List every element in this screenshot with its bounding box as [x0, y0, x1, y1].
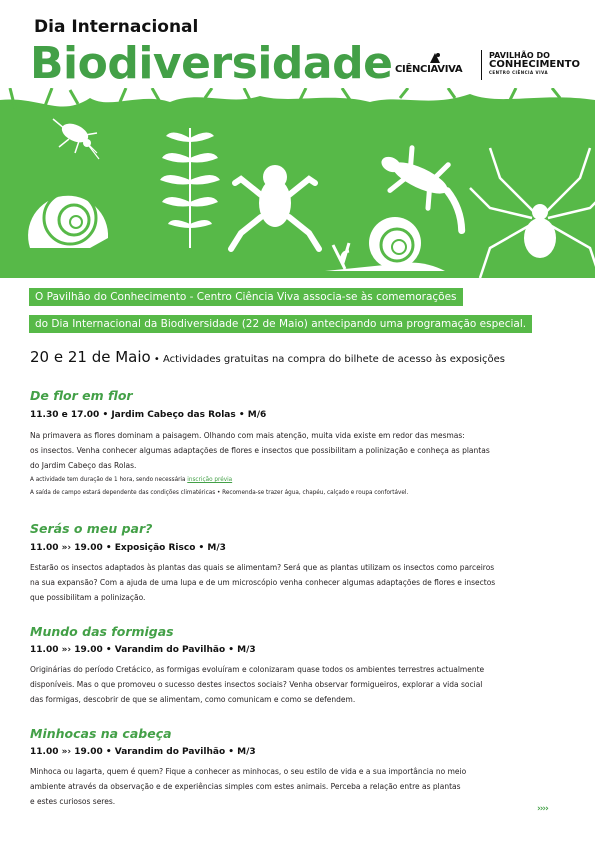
page-title: Biodiversidade	[30, 38, 393, 89]
section-subtitle-par: 11.00 »› 19.00 • Exposição Risco • M/3	[30, 543, 226, 553]
section-flor-line-3: do Jardim Cabeço das Rolas.	[30, 461, 137, 470]
section-flor-line-2: os insectos. Venha conhecer algumas adaptações de flores e insectos que possibilitam a polinização e conheça as plantas	[30, 446, 490, 455]
title-small: Dia Internacional	[34, 17, 199, 37]
intro-line-2: do Dia Internacional da Biodiversidade (22 de Maio) antecipando uma programação especial.	[29, 315, 532, 333]
section-subtitle-formigas: 11.00 »› 19.00 • Varandim do Pavilhão • M/3	[30, 645, 256, 655]
logo-pc-line3: CENTRO CIÊNCIA VIVA	[489, 69, 549, 75]
logo-ciencia-viva-text: CIÊNCIAVIVA	[395, 64, 463, 75]
section-formigas-line-2: disponíveis. Mas o que promoveu o sucesso destes insectos sociais? Venha observar formigueiros, explorar a vida social	[30, 680, 483, 689]
event-dateline	[30, 348, 505, 366]
section-flor-note-2: A saída de campo estará dependente das condições climatéricas • Recomenda-se trazer água, chapéu, calçado e roupa confortável.	[30, 490, 409, 496]
section-title-minhocas: Minhocas na cabeça	[30, 726, 172, 741]
section-flor-note-1	[30, 477, 232, 483]
pavilhao-logo	[489, 52, 580, 75]
section-par-line-2: na sua expansão? Com a ajuda de uma lupa e de um microscópio venha conhecer algumas adaptações de flores e insectos	[30, 578, 496, 587]
event-dates: 20 e 21 de Maio	[30, 348, 151, 366]
section-formigas-line-1: Originárias do período Cretácico, as formigas evoluíram e colonizaram quase todos os ambientes terrestres actualmente	[30, 665, 485, 674]
section-subtitle-minhocas: 11.00 »› 19.00 • Varandim do Pavilhão • M/3	[30, 747, 256, 757]
section-subtitle-flor: 11.30 e 17.00 • Jardim Cabeço das Rolas • M/6	[30, 410, 267, 420]
biodiversity-banner	[0, 88, 595, 278]
section-flor-line-1: Na primavera as flores dominam a paisagem. Olhando com mais atenção, muita vida existe em redor das mesmas:	[30, 431, 465, 440]
continue-arrows[interactable]: ››››	[537, 804, 548, 814]
section-title-par: Serás o meu par?	[30, 521, 153, 536]
section-par-line-3: que possibilitam a polinização.	[30, 593, 146, 602]
section-minhocas-line-3: e estes curiosos seres.	[30, 797, 116, 806]
section-minhocas-line-1: Minhoca ou lagarta, quem é quem? Fique a conhecer as minhocas, o seu estilo de vida e a sua importância no meio	[30, 767, 467, 776]
section-title-flor: De flor em flor	[30, 388, 133, 403]
logo-pc-line1: PAVILHÃO DO	[489, 51, 550, 60]
intro-line-1: O Pavilhão do Conhecimento - Centro Ciência Viva associa-se às comemorações	[29, 288, 463, 306]
logo-pc-line2: CONHECIMENTO	[489, 59, 580, 71]
section-formigas-line-3: das formigas, descobrir de que se alimentam, como comunicam e como se defendem.	[30, 695, 356, 704]
section-minhocas-line-2: ambiente através da observação e de experiências simples com estes animais. Perceba a relação entre as plantas	[30, 782, 461, 791]
section-title-formigas: Mundo das formigas	[30, 624, 174, 639]
inscricao-link[interactable]: inscrição prévia	[187, 477, 233, 483]
event-dates-note: • Actividades gratuitas na compra do bilhete de acesso às exposições	[150, 354, 506, 365]
note-duration-text: A actividade tem duração de 1 hora, sendo necessária	[30, 477, 188, 483]
logo-divider	[481, 50, 482, 80]
section-par-line-1: Estarão os insectos adaptados às plantas das quais se alimentam? Será que as plantas utilizam os insectos como parceiros	[30, 563, 495, 572]
